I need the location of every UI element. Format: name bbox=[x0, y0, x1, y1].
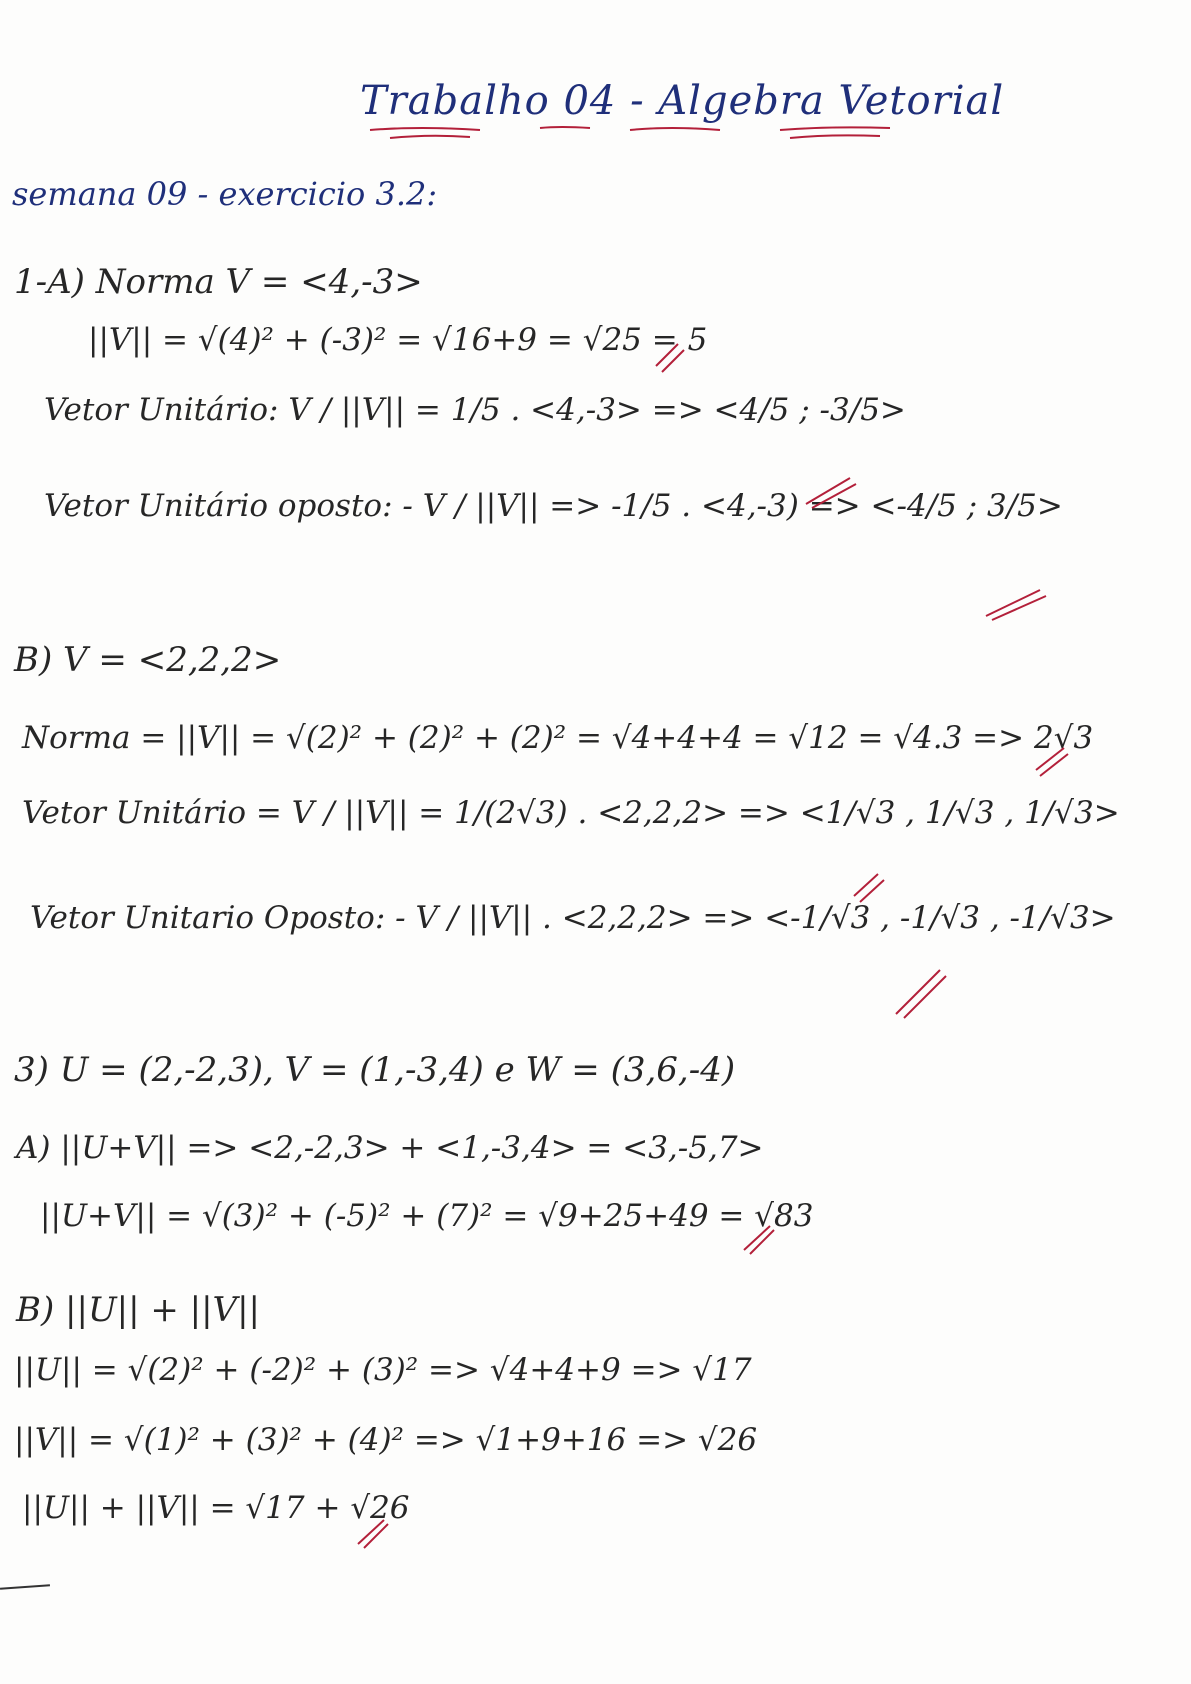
margin-stroke bbox=[0, 1584, 50, 1589]
subtitle: semana 09 - exercicio 3.2: bbox=[12, 175, 438, 213]
check-mark-2 bbox=[800, 470, 860, 510]
line-1a-opposite: Vetor Unitário oposto: - V / ||V|| => -1/5 . <4,-3) => <-4/5 ; 3/5> bbox=[44, 488, 1063, 524]
check-mark-8 bbox=[352, 1512, 392, 1552]
line-3a-sum: A) ||U+V|| => <2,-2,3> + <1,-3,4> = <3,-5,7> bbox=[16, 1130, 764, 1166]
line-1a-unit: Vetor Unitário: V / ||V|| = 1/5 . <4,-3> => <4/5 ; -3/5> bbox=[44, 392, 906, 428]
line-3b-norm-u: ||U|| = √(2)² + (-2)² + (3)² => √4+4+9 => √17 bbox=[14, 1352, 752, 1388]
check-mark-1 bbox=[648, 336, 688, 376]
line-1b-opposite: Vetor Unitario Oposto: - V / ||V|| . <2,2,2> => <-1/√3 , -1/√3 , -1/√3> bbox=[30, 900, 1116, 936]
check-mark-5 bbox=[848, 866, 888, 906]
line-3b-norm-v: ||V|| = √(1)² + (3)² + (4)² => √1+9+16 => √26 bbox=[14, 1422, 758, 1458]
line-1b-title: B) V = <2,2,2> bbox=[14, 640, 282, 680]
line-3b-sum: ||U|| + ||V|| = √17 + √26 bbox=[22, 1490, 410, 1526]
check-mark-4 bbox=[1030, 738, 1070, 778]
line-1b-unit: Vetor Unitário = V / ||V|| = 1/(2√3) . <2,2,2> => <1/√3 , 1/√3 , 1/√3> bbox=[22, 795, 1120, 831]
check-mark-7 bbox=[738, 1218, 778, 1258]
line-1b-norm: Norma = ||V|| = √(2)² + (2)² + (2)² = √4+4+4 = √12 = √4.3 => 2√3 bbox=[22, 720, 1094, 756]
line-3-title: 3) U = (2,-2,3), V = (1,-3,4) e W = (3,6,-4) bbox=[14, 1050, 736, 1090]
line-3a-norm: ||U+V|| = √(3)² + (-5)² + (7)² = √9+25+49 = √83 bbox=[40, 1198, 814, 1234]
check-mark-3 bbox=[980, 582, 1050, 622]
title-underline bbox=[360, 118, 900, 148]
page-title: Trabalho 04 - Algebra Vetorial bbox=[360, 78, 1005, 124]
line-1a-norm: ||V|| = √(4)² + (-3)² = √16+9 = √25 = 5 bbox=[88, 322, 708, 358]
line-1a-title: 1-A) Norma V = <4,-3> bbox=[14, 262, 423, 302]
check-mark-6 bbox=[890, 962, 950, 1022]
line-3b-title: B) ||U|| + ||V|| bbox=[16, 1290, 261, 1330]
